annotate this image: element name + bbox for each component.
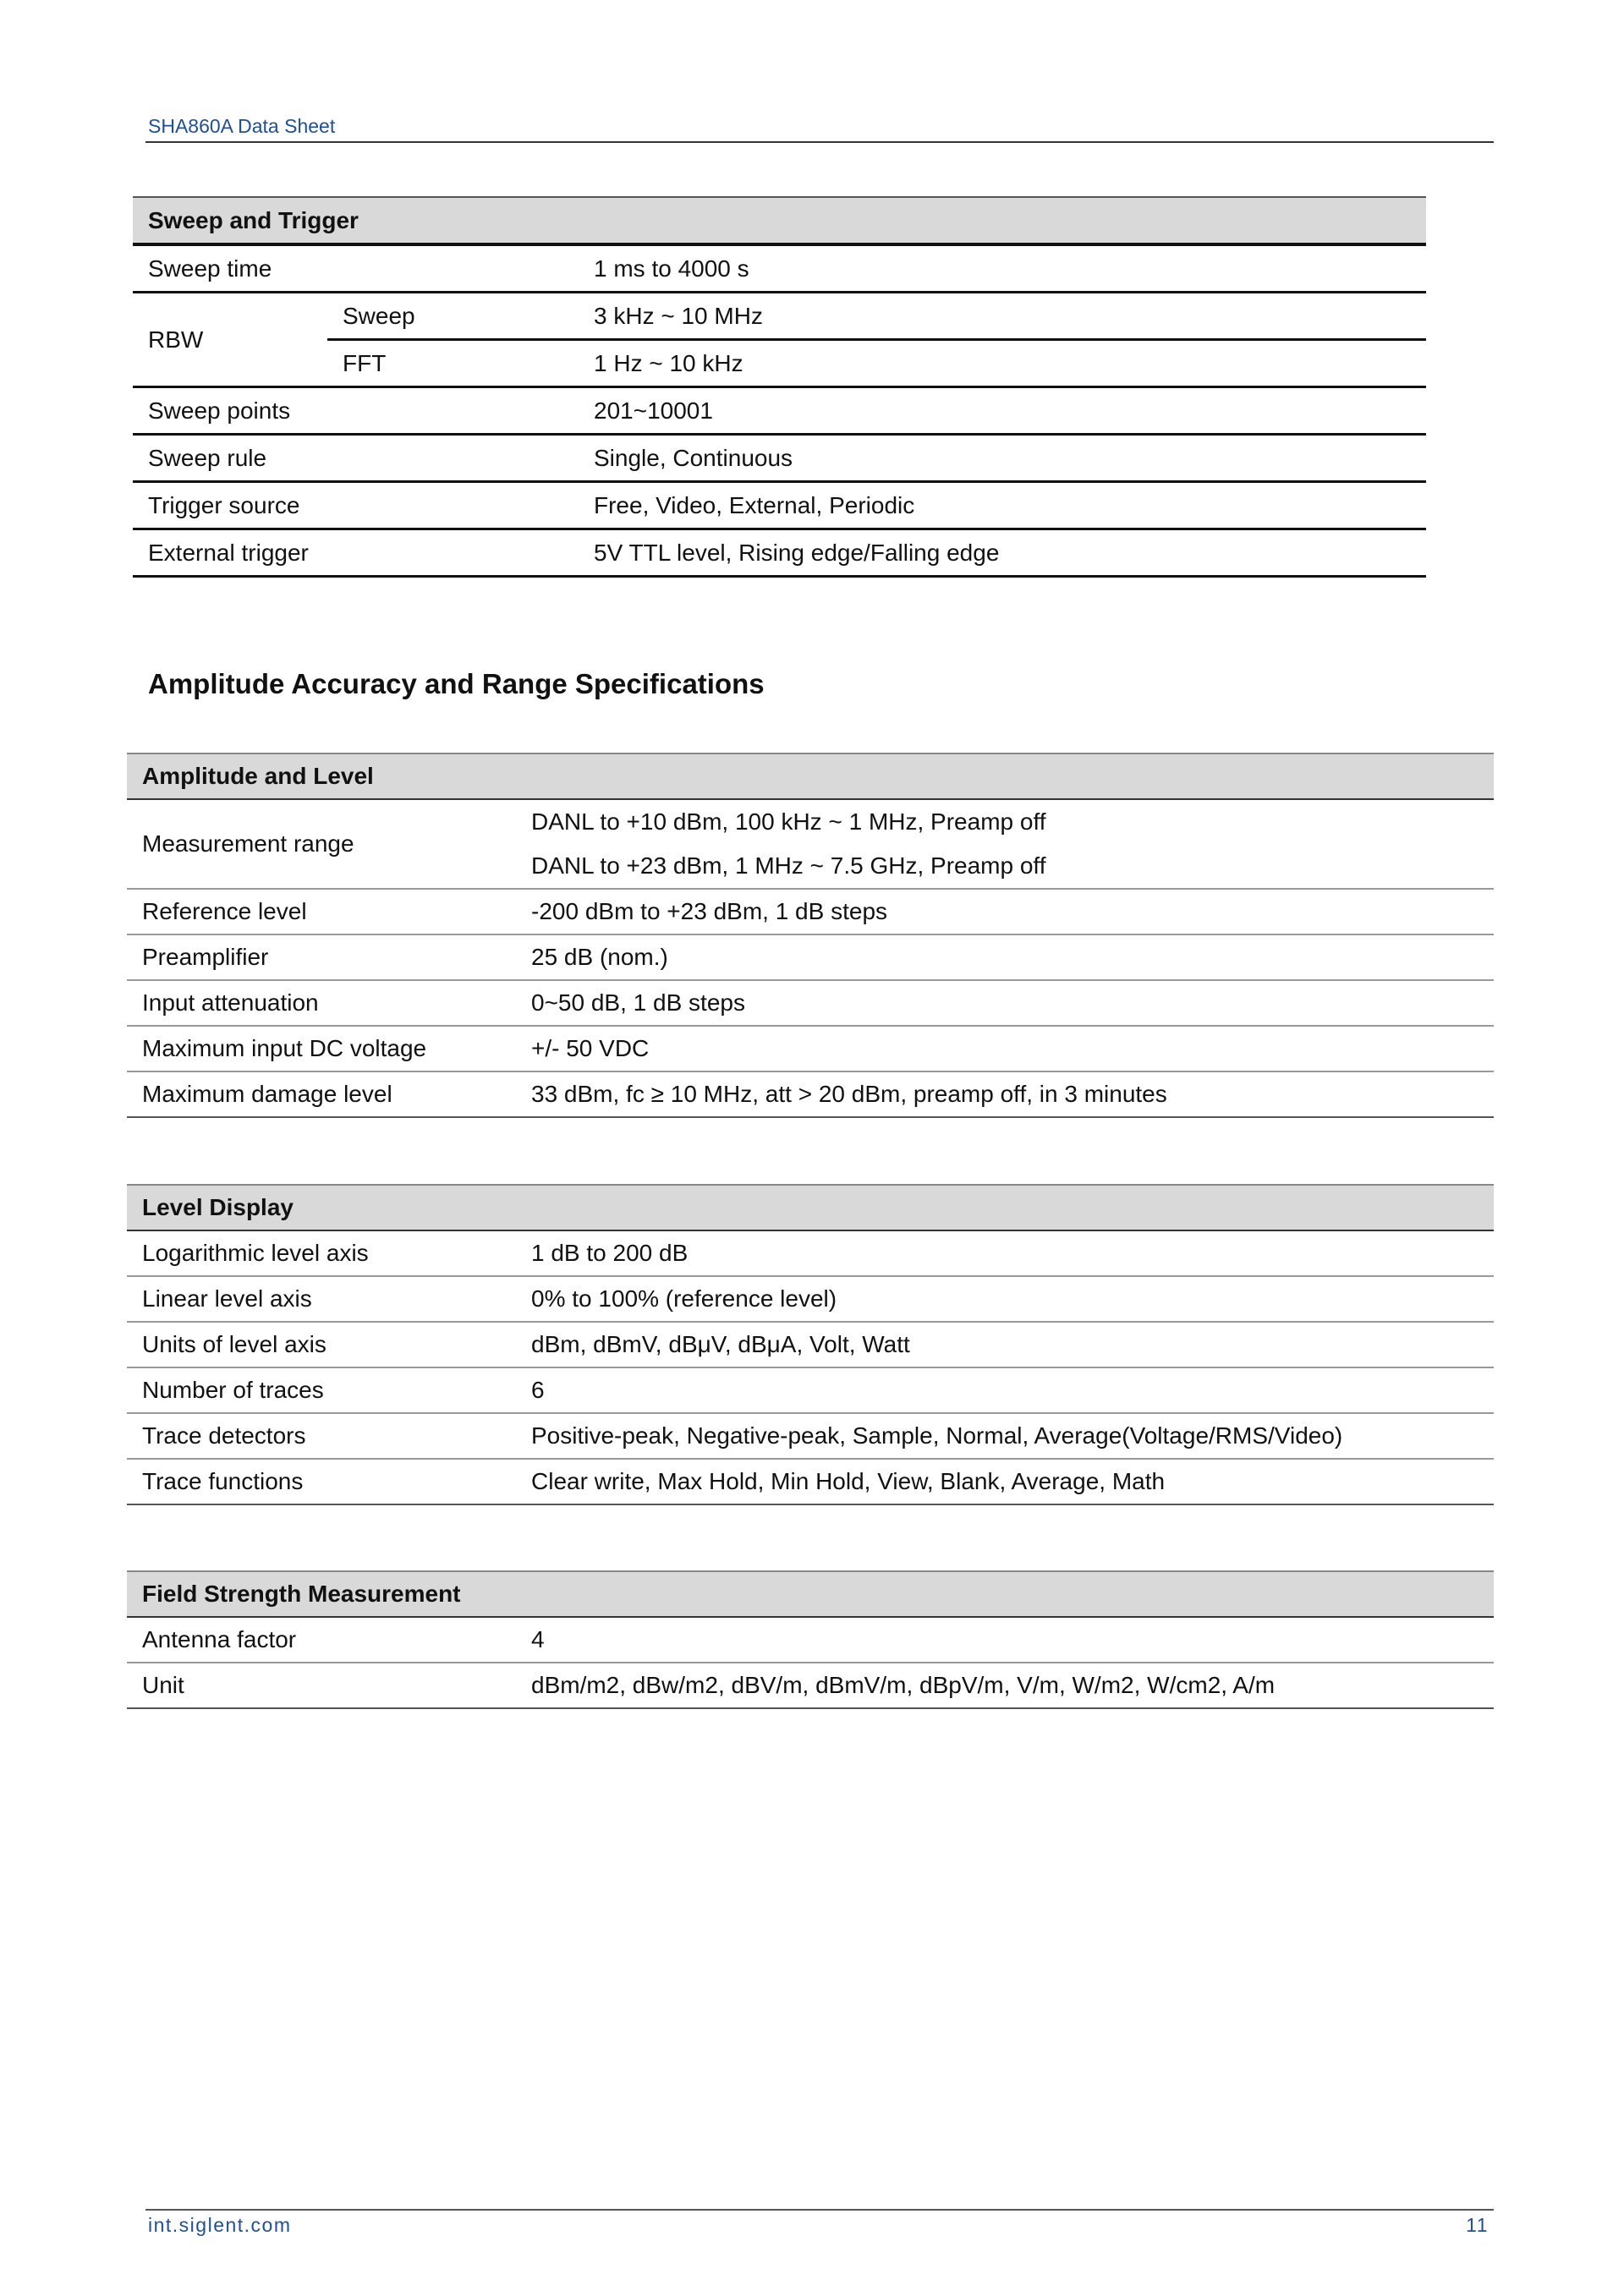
row-label: Trace functions [127, 1459, 516, 1504]
header-divider [145, 141, 1494, 143]
row-value: dBm, dBmV, dBμV, dBμA, Volt, Watt [516, 1322, 1494, 1367]
row-value: 3 kHz ~ 10 MHz [579, 293, 1426, 340]
row-label: Unit [127, 1663, 516, 1708]
table-row [127, 1276, 1494, 1322]
row-label: Preamplifier [127, 934, 516, 980]
row-sublabel: Sweep [327, 293, 579, 340]
table-row [133, 482, 1426, 529]
row-label: Maximum damage level [127, 1071, 516, 1117]
row-value: DANL to +10 dBm, 100 kHz ~ 1 MHz, Preamp off [531, 808, 1046, 835]
row-label: Sweep rule [133, 435, 579, 482]
row-label: Maximum input DC voltage [127, 1026, 516, 1071]
table-row [127, 1026, 1494, 1071]
row-label: External trigger [133, 529, 579, 577]
row-label: Units of level axis [127, 1322, 516, 1367]
footer-website: int.siglent.com [148, 2214, 292, 2236]
amplitude-level-table [127, 753, 1494, 1118]
row-label: Measurement range [127, 799, 516, 889]
row-value: 33 dBm, fc ≥ 10 MHz, att > 20 dBm, preamp off, in 3 minutes [516, 1071, 1494, 1117]
row-label: Trace detectors [127, 1413, 516, 1459]
row-value: +/- 50 VDC [516, 1026, 1494, 1071]
table-title: Level Display [127, 1185, 1494, 1230]
row-value: Free, Video, External, Periodic [579, 482, 1426, 529]
row-value: 4 [516, 1617, 1494, 1663]
section-heading: Amplitude Accuracy and Range Specifications [148, 668, 765, 699]
row-value: DANL to +23 dBm, 1 MHz ~ 7.5 GHz, Preamp off [531, 852, 1046, 879]
row-value: dBm/m2, dBw/m2, dBV/m, dBmV/m, dBpV/m, V/m, W/m2, W/cm2, A/m [516, 1663, 1494, 1708]
table-row [127, 1071, 1494, 1117]
sweep-trigger-table [133, 196, 1426, 578]
row-value: 0~50 dB, 1 dB steps [516, 980, 1494, 1026]
row-value: 6 [516, 1367, 1494, 1413]
table-title: Sweep and Trigger [133, 197, 1426, 244]
table-row [127, 1617, 1494, 1663]
row-label: Sweep points [133, 387, 579, 435]
table-row [127, 1413, 1494, 1459]
row-label: Trigger source [133, 482, 579, 529]
row-value: -200 dBm to +23 dBm, 1 dB steps [516, 889, 1494, 934]
row-label: Input attenuation [127, 980, 516, 1026]
row-label: Linear level axis [127, 1276, 516, 1322]
row-value: 5V TTL level, Rising edge/Falling edge [579, 529, 1426, 577]
row-label: Antenna factor [127, 1617, 516, 1663]
row-value: Clear write, Max Hold, Min Hold, View, Blank, Average, Math [516, 1459, 1494, 1504]
row-value: 1 ms to 4000 s [579, 244, 1426, 293]
table-title: Amplitude and Level [127, 753, 1494, 799]
document-header-title: SHA860A Data Sheet [148, 115, 336, 137]
table-row [127, 1459, 1494, 1504]
table-row [127, 980, 1494, 1026]
table-row [127, 1322, 1494, 1367]
row-value: Single, Continuous [579, 435, 1426, 482]
table-row [133, 435, 1426, 482]
row-label: Number of traces [127, 1367, 516, 1413]
row-value: 25 dB (nom.) [516, 934, 1494, 980]
table-row [127, 1367, 1494, 1413]
row-value: 201~10001 [579, 387, 1426, 435]
row-label: RBW [133, 293, 327, 387]
field-strength-table [127, 1570, 1494, 1709]
footer-divider [145, 2209, 1494, 2211]
row-label: Sweep time [133, 244, 579, 293]
table-row [127, 799, 1494, 889]
row-value: 1 dB to 200 dB [516, 1230, 1494, 1276]
row-label: Logarithmic level axis [127, 1230, 516, 1276]
table-row [127, 934, 1494, 980]
table-row [127, 1230, 1494, 1276]
row-value: Positive-peak, Negative-peak, Sample, Normal, Average(Voltage/RMS/Video) [516, 1413, 1494, 1459]
table-title: Field Strength Measurement [127, 1571, 1494, 1617]
table-row [127, 1663, 1494, 1708]
page-number: 11 [1466, 2214, 1489, 2236]
table-row [133, 387, 1426, 435]
table-row [127, 889, 1494, 934]
row-label: Reference level [127, 889, 516, 934]
row-value: 0% to 100% (reference level) [516, 1276, 1494, 1322]
level-display-table [127, 1184, 1494, 1505]
row-value: 1 Hz ~ 10 kHz [579, 340, 1426, 387]
row-sublabel: FFT [327, 340, 579, 387]
table-row [133, 529, 1426, 577]
